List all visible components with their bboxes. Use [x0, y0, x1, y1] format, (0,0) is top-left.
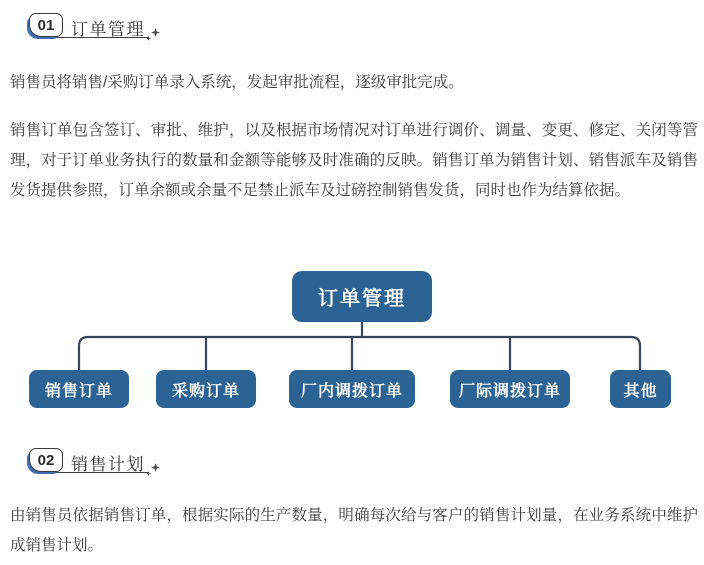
section-header-sales-plan: [0, 448, 320, 498]
diagram-node-other: 其他: [610, 370, 671, 408]
diagram-node-root: 订单管理: [292, 271, 432, 322]
sparkle-icon: [146, 27, 166, 45]
sparkle-icon: [146, 462, 166, 480]
diagram-node-sales-order: 销售订单: [29, 370, 129, 408]
section-title: 订单管理: [71, 20, 145, 39]
section-underline: [33, 472, 148, 473]
paragraph-order-management-detail: 销售订单包含签订、审批、维护，以及根据市场情况对订单进行调价、调量、变更、修定、关闭等管理，对于订单业务执行的数量和金额等能够及时准确的反映。销售订单为销售计划、销售派车及销售发货提供参照，订单余额或余量不足禁止派车及过磅控制销售发货，同时也作为结算依据。: [10, 122, 698, 199]
diagram-node-intra-factory-transfer-order: 厂内调拨订单: [289, 370, 415, 408]
star-icon: [146, 36, 151, 41]
diagram-node-purchase-order: 采购订单: [156, 370, 256, 408]
section-header-order-management: [0, 13, 320, 63]
paragraph-sales-plan: 由销售员依据销售订单，根据实际的生产数量，明确每次给与客户的销售计划量，在业务系统中维护成销售计划。: [10, 507, 698, 554]
star-icon: [151, 28, 160, 37]
diagram-node-inter-factory-transfer-order: 厂际调拨订单: [450, 370, 570, 408]
section-number: 01: [37, 16, 55, 34]
star-icon: [146, 471, 151, 476]
section-number-badge: [29, 13, 63, 37]
section-number: 02: [37, 451, 55, 469]
order-management-diagram: [0, 260, 704, 420]
paragraph-order-entry: 销售员将销售/采购订单录入系统，发起审批流程，逐级审批完成。: [10, 74, 464, 91]
section-number-badge: [29, 448, 63, 472]
star-icon: [151, 463, 160, 472]
section-title: 销售计划: [71, 455, 145, 474]
section-underline: [33, 37, 148, 38]
